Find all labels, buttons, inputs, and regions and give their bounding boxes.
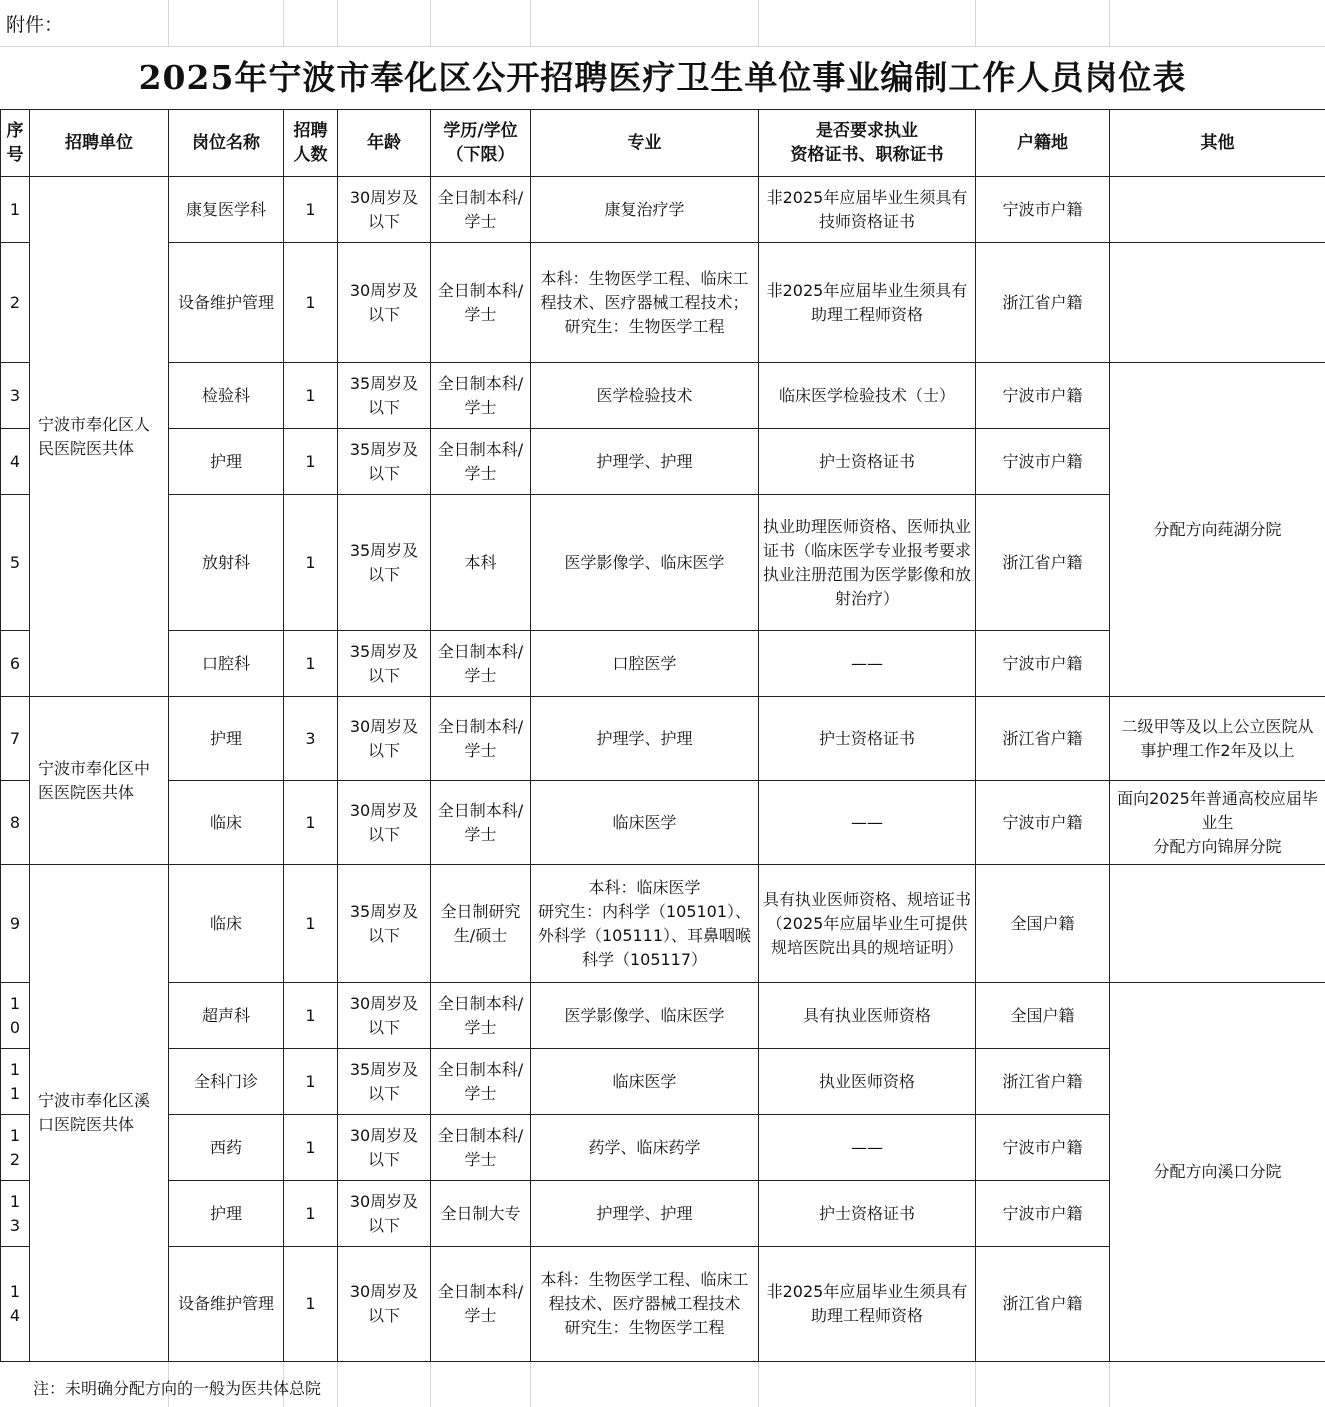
cell-count: 1 (284, 363, 338, 429)
cell-position: 护理 (169, 429, 284, 495)
cell-seq: 4 (1, 429, 30, 495)
cell-age: 30周岁及以下 (338, 1115, 431, 1181)
cell-certificate: 护士资格证书 (759, 429, 976, 495)
cell-education: 全日制本科/学士 (431, 631, 531, 697)
cell-other (1110, 177, 1325, 243)
cell-hukou: 浙江省户籍 (976, 1049, 1110, 1115)
cell-position: 西药 (169, 1115, 284, 1181)
cell-seq: 5 (1, 495, 30, 631)
cell-hukou: 宁波市户籍 (976, 781, 1110, 865)
cell-certificate: 临床医学检验技术（士） (759, 363, 976, 429)
cell-hukou: 全国户籍 (976, 865, 1110, 983)
cell-certificate: 具有执业医师资格、规培证书（2025年应届毕业生可提供规培医院出具的规培证明） (759, 865, 976, 983)
cell-education: 全日制本科/学士 (431, 697, 531, 781)
cell-age: 30周岁及以下 (338, 1247, 431, 1362)
cell-education: 全日制本科/学士 (431, 983, 531, 1049)
cell-major: 本科：生物医学工程、临床工程技术、医疗器械工程技术； 研究生：生物医学工程 (531, 243, 759, 363)
footnote: 注：未明确分配方向的一般为医共体总院 (33, 1379, 322, 1398)
cell-count: 1 (284, 1049, 338, 1115)
cell-education: 全日制本科/学士 (431, 243, 531, 363)
cell-count: 1 (284, 495, 338, 631)
cell-other (1110, 243, 1325, 363)
cell-hukou: 宁波市户籍 (976, 1181, 1110, 1247)
cell-age: 35周岁及以下 (338, 865, 431, 983)
cell-other: 面向2025年普通高校应届毕业生 分配方向锦屏分院 (1110, 781, 1325, 865)
cell-seq: 8 (1, 781, 30, 865)
cell-age: 35周岁及以下 (338, 495, 431, 631)
cell-position: 超声科 (169, 983, 284, 1049)
cell-hukou: 宁波市户籍 (976, 429, 1110, 495)
header-age: 年龄 (338, 110, 431, 177)
header-seq: 序 号 (1, 110, 30, 177)
cell-age: 35周岁及以下 (338, 363, 431, 429)
table-row (1, 243, 1325, 363)
cell-major: 护理学、护理 (531, 429, 759, 495)
cell-seq: 9 (1, 865, 30, 983)
cell-hukou: 浙江省户籍 (976, 1247, 1110, 1362)
cell-count: 1 (284, 1115, 338, 1181)
positions-table (0, 109, 1325, 1362)
cell-education: 全日制本科/学士 (431, 1115, 531, 1181)
table-row (1, 781, 1325, 865)
cell-count: 1 (284, 865, 338, 983)
header-major: 专业 (531, 110, 759, 177)
header-certificate: 是否要求执业 资格证书、职称证书 (759, 110, 976, 177)
cell-hukou: 浙江省户籍 (976, 697, 1110, 781)
cell-position: 全科门诊 (169, 1049, 284, 1115)
cell-seq: 1 (1, 177, 30, 243)
cell-hukou: 宁波市户籍 (976, 177, 1110, 243)
cell-position: 临床 (169, 865, 284, 983)
cell-certificate: 护士资格证书 (759, 697, 976, 781)
cell-education: 全日制本科/学士 (431, 1247, 531, 1362)
cell-age: 30周岁及以下 (338, 697, 431, 781)
page-title: 2025年宁波市奉化区公开招聘医疗卫生单位事业编制工作人员岗位表 (138, 58, 1187, 97)
cell-seq: 13 (1, 1181, 30, 1247)
header-education: 学历/学位 （下限） (431, 110, 531, 177)
cell-seq: 12 (1, 1115, 30, 1181)
cell-major: 本科：临床医学 研究生：内科学（105101）、外科学（105111）、耳鼻咽喉科学（105117） (531, 865, 759, 983)
cell-position: 放射科 (169, 495, 284, 631)
cell-hukou: 宁波市户籍 (976, 363, 1110, 429)
cell-education: 本科 (431, 495, 531, 631)
cell-certificate: —— (759, 781, 976, 865)
cell-certificate: 非2025年应届毕业生须具有技师资格证书 (759, 177, 976, 243)
cell-other: 分配方向莼湖分院 (1110, 363, 1325, 697)
header-count: 招聘 人数 (284, 110, 338, 177)
cell-age: 35周岁及以下 (338, 429, 431, 495)
cell-age: 30周岁及以下 (338, 983, 431, 1049)
cell-position: 检验科 (169, 363, 284, 429)
cell-major: 医学影像学、临床医学 (531, 983, 759, 1049)
cell-other (1110, 865, 1325, 983)
cell-major: 口腔医学 (531, 631, 759, 697)
cell-position: 设备维护管理 (169, 1247, 284, 1362)
cell-age: 30周岁及以下 (338, 177, 431, 243)
cell-other: 二级甲等及以上公立医院从事护理工作2年及以上 (1110, 697, 1325, 781)
cell-major: 临床医学 (531, 1049, 759, 1115)
table-row (1, 697, 1325, 781)
cell-hukou: 宁波市户籍 (976, 631, 1110, 697)
cell-education: 全日制本科/学士 (431, 177, 531, 243)
cell-hukou: 宁波市户籍 (976, 1115, 1110, 1181)
cell-major: 临床医学 (531, 781, 759, 865)
header-hukou: 户籍地 (976, 110, 1110, 177)
cell-certificate: —— (759, 1115, 976, 1181)
cell-position: 护理 (169, 697, 284, 781)
cell-education: 全日制研究生/硕士 (431, 865, 531, 983)
cell-seq: 10 (1, 983, 30, 1049)
cell-count: 1 (284, 983, 338, 1049)
cell-unit: 宁波市奉化区溪口医院医共体 (30, 865, 169, 1362)
cell-position: 口腔科 (169, 631, 284, 697)
cell-seq: 2 (1, 243, 30, 363)
cell-certificate: 非2025年应届毕业生须具有助理工程师资格 (759, 243, 976, 363)
cell-certificate: —— (759, 631, 976, 697)
cell-major: 医学影像学、临床医学 (531, 495, 759, 631)
cell-position: 护理 (169, 1181, 284, 1247)
table-row (1, 363, 1325, 429)
cell-count: 1 (284, 1247, 338, 1362)
cell-major: 康复治疗学 (531, 177, 759, 243)
cell-count: 1 (284, 243, 338, 363)
cell-hukou: 全国户籍 (976, 983, 1110, 1049)
cell-count: 1 (284, 429, 338, 495)
cell-education: 全日制本科/学士 (431, 363, 531, 429)
cell-seq: 7 (1, 697, 30, 781)
cell-unit: 宁波市奉化区中医医院医共体 (30, 697, 169, 865)
header-row (1, 110, 1325, 177)
cell-count: 1 (284, 781, 338, 865)
cell-position: 设备维护管理 (169, 243, 284, 363)
cell-age: 30周岁及以下 (338, 1181, 431, 1247)
cell-education: 全日制本科/学士 (431, 429, 531, 495)
cell-count: 1 (284, 631, 338, 697)
table-row (1, 177, 1325, 243)
cell-seq: 14 (1, 1247, 30, 1362)
cell-hukou: 浙江省户籍 (976, 243, 1110, 363)
cell-count: 1 (284, 1181, 338, 1247)
cell-hukou: 浙江省户籍 (976, 495, 1110, 631)
cell-seq: 11 (1, 1049, 30, 1115)
cell-age: 30周岁及以下 (338, 781, 431, 865)
attachment-label: 附件： (6, 14, 64, 36)
cell-certificate: 具有执业医师资格 (759, 983, 976, 1049)
cell-education: 全日制本科/学士 (431, 1049, 531, 1115)
cell-major: 本科：生物医学工程、临床工程技术、医疗器械工程技术 研究生：生物医学工程 (531, 1247, 759, 1362)
cell-other: 分配方向溪口分院 (1110, 983, 1325, 1362)
cell-major: 医学检验技术 (531, 363, 759, 429)
cell-certificate: 护士资格证书 (759, 1181, 976, 1247)
cell-major: 护理学、护理 (531, 1181, 759, 1247)
cell-age: 35周岁及以下 (338, 631, 431, 697)
header-unit: 招聘单位 (30, 110, 169, 177)
cell-count: 1 (284, 177, 338, 243)
cell-major: 护理学、护理 (531, 697, 759, 781)
table-row (1, 983, 1325, 1049)
cell-certificate: 执业医师资格 (759, 1049, 976, 1115)
cell-count: 3 (284, 697, 338, 781)
cell-seq: 6 (1, 631, 30, 697)
cell-age: 35周岁及以下 (338, 1049, 431, 1115)
cell-unit: 宁波市奉化区人民医院医共体 (30, 177, 169, 697)
header-other: 其他 (1110, 110, 1325, 177)
cell-education: 全日制大专 (431, 1181, 531, 1247)
cell-position: 康复医学科 (169, 177, 284, 243)
cell-certificate: 非2025年应届毕业生须具有助理工程师资格 (759, 1247, 976, 1362)
cell-position: 临床 (169, 781, 284, 865)
table-row (1, 865, 1325, 983)
header-position: 岗位名称 (169, 110, 284, 177)
cell-age: 30周岁及以下 (338, 243, 431, 363)
cell-education: 全日制本科/学士 (431, 781, 531, 865)
cell-major: 药学、临床药学 (531, 1115, 759, 1181)
cell-seq: 3 (1, 363, 30, 429)
cell-certificate: 执业助理医师资格、医师执业证书（临床医学专业报考要求执业注册范围为医学影像和放射治疗） (759, 495, 976, 631)
